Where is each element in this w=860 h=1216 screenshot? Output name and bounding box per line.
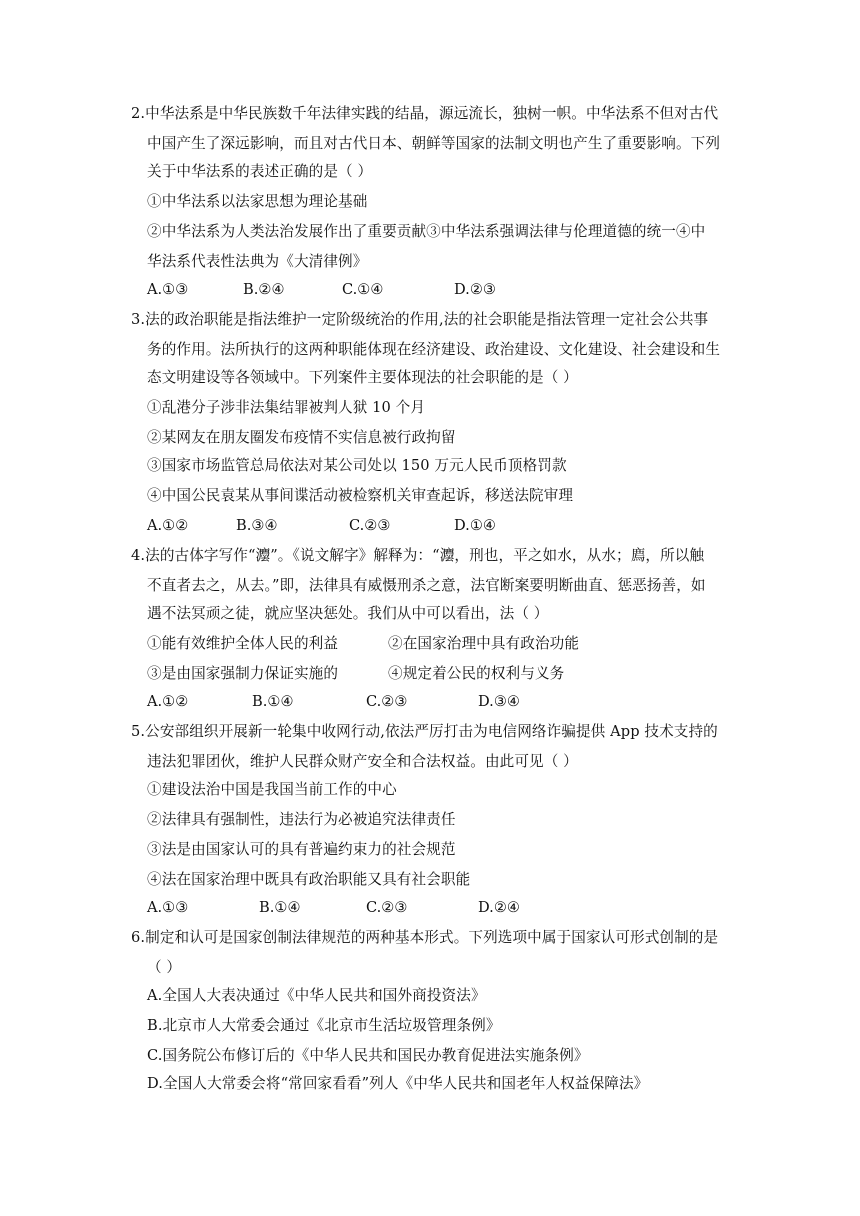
question-6-stem-line: 6.制定和认可是国家创制法律规范的两种基本形式。下列选项中属于国家认可形式创制的是 bbox=[131, 929, 719, 946]
question-2-statement: 华法系代表性法典为《大清律例》 bbox=[147, 253, 368, 270]
question-2-stem-line: 关于中华法系的表述正确的是（ ） bbox=[147, 163, 373, 180]
question-3-stem-line: 态文明建设等各领域中。下列案件主要体现法的社会职能的是（ ） bbox=[147, 369, 578, 386]
question-6-stem-line: （ ） bbox=[147, 959, 182, 976]
question-3-choice-d: D.①④ bbox=[454, 517, 496, 534]
question-2-stem-line: 2.中华法系是中华民族数千年法律实践的结晶，源远流长，独树一帜。中华法系不但对古代 bbox=[131, 105, 719, 122]
question-3-choice-a: A.①② bbox=[147, 517, 189, 534]
question-6-option-a: A.全国人大表决通过《中华人民共和国外商投资法》 bbox=[147, 987, 486, 1004]
question-2-statement: ②中华法系为人类法治发展作出了重要贡献③中华法系强调法律与伦理道德的统一④中 bbox=[147, 223, 706, 240]
question-3-choice-c: C.②③ bbox=[349, 517, 391, 534]
question-4-choice-c: C.②③ bbox=[366, 693, 408, 710]
question-5-choice-c: C.②③ bbox=[366, 899, 408, 916]
question-5-choice-d: D.②④ bbox=[478, 899, 520, 916]
question-2-statement: ①中华法系以法家思想为理论基础 bbox=[147, 193, 368, 210]
question-5-stem-line: 5.公安部组织开展新一轮集中收网行动,依法严厉打击为电信网络诈骗提供 App 技术支持的 bbox=[131, 723, 718, 740]
question-4-choice-b: B.①④ bbox=[252, 693, 294, 710]
question-5-stem-line: 违法犯罪团伙，维护人民群众财产安全和合法权益。由此可见（ ） bbox=[147, 753, 578, 770]
question-3-statement: ①乱港分子涉非法集结罪被判人狱 10 个月 bbox=[147, 399, 426, 416]
question-4-stem-line: 遇不法冥顽之徒，就应坚决惩处。我们从中可以看出，法（ ） bbox=[147, 605, 549, 622]
question-4-choice-d: D.③④ bbox=[478, 693, 520, 710]
question-3-statement: ④中国公民袁某从事间谍活动被检察机关审查起诉，移送法院审理 bbox=[147, 487, 574, 504]
question-3-stem-line: 3.法的政治职能是指法维护一定阶级统治的作用,法的社会职能是指法管理一定社会公共事 bbox=[131, 311, 709, 328]
question-3-statement: ③国家市场监管总局依法对某公司处以 150 万元人民币顶格罚款 bbox=[147, 457, 567, 474]
question-4-stem-line: 4.法的古体字写作“灋”。《说文解字》解释为：“灋，刑也，平之如水，从水；廌，所以触 bbox=[131, 547, 705, 564]
question-2-choice-c: C.①④ bbox=[342, 281, 384, 298]
question-4-statement: ①能有效维护全体人民的利益 bbox=[147, 635, 339, 652]
question-4-statement: ②在国家治理中具有政治功能 bbox=[388, 635, 580, 652]
question-3-choice-b: B.③④ bbox=[236, 517, 278, 534]
question-3-statement: ②某网友在朋友圈发布疫情不实信息被行政拘留 bbox=[147, 429, 456, 446]
question-5-statement: ④法在国家治理中既具有政治职能又具有社会职能 bbox=[147, 871, 471, 888]
question-2-choice-a: A.①③ bbox=[147, 281, 189, 298]
question-5-statement: ②法律具有强制性，违法行为必被追究法律责任 bbox=[147, 811, 456, 828]
question-3-stem-line: 务的作用。法所执行的这两种职能体现在经济建设、政治建设、文化建设、社会建设和生 bbox=[147, 341, 721, 358]
question-6-option-b: B.北京市人大常委会通过《北京市生活垃圾管理条例》 bbox=[147, 1017, 501, 1034]
question-4-stem-line: 不直者去之，从去。”即，法律具有威慑刑杀之意，法官断案要明断曲直、惩恶扬善，如 bbox=[147, 577, 706, 594]
question-2-choice-b: B.②④ bbox=[243, 281, 285, 298]
question-5-choice-b: B.①④ bbox=[259, 899, 301, 916]
question-5-statement: ①建设法治中国是我国当前工作的中心 bbox=[147, 781, 397, 798]
question-4-statement: ③是由国家强制力保证实施的 bbox=[147, 665, 339, 682]
question-5-choice-a: A.①③ bbox=[147, 899, 189, 916]
question-2-choice-d: D.②③ bbox=[454, 281, 496, 298]
question-4-choice-a: A.①② bbox=[147, 693, 189, 710]
question-5-statement: ③法是由国家认可的具有普遍约束力的社会规范 bbox=[147, 841, 456, 858]
question-6-option-d: D.全国人大常委会将“常回家看看”列人《中华人民共和国老年人权益保障法》 bbox=[147, 1075, 649, 1092]
question-6-option-c: C.国务院公布修订后的《中华人民共和国民办教育促进法实施条例》 bbox=[147, 1047, 589, 1064]
question-2-stem-line: 中国产生了深远影响，而且对古代日本、朝鲜等国家的法制文明也产生了重要影响。下列 bbox=[147, 135, 721, 152]
question-4-statement: ④规定着公民的权利与义务 bbox=[388, 665, 565, 682]
